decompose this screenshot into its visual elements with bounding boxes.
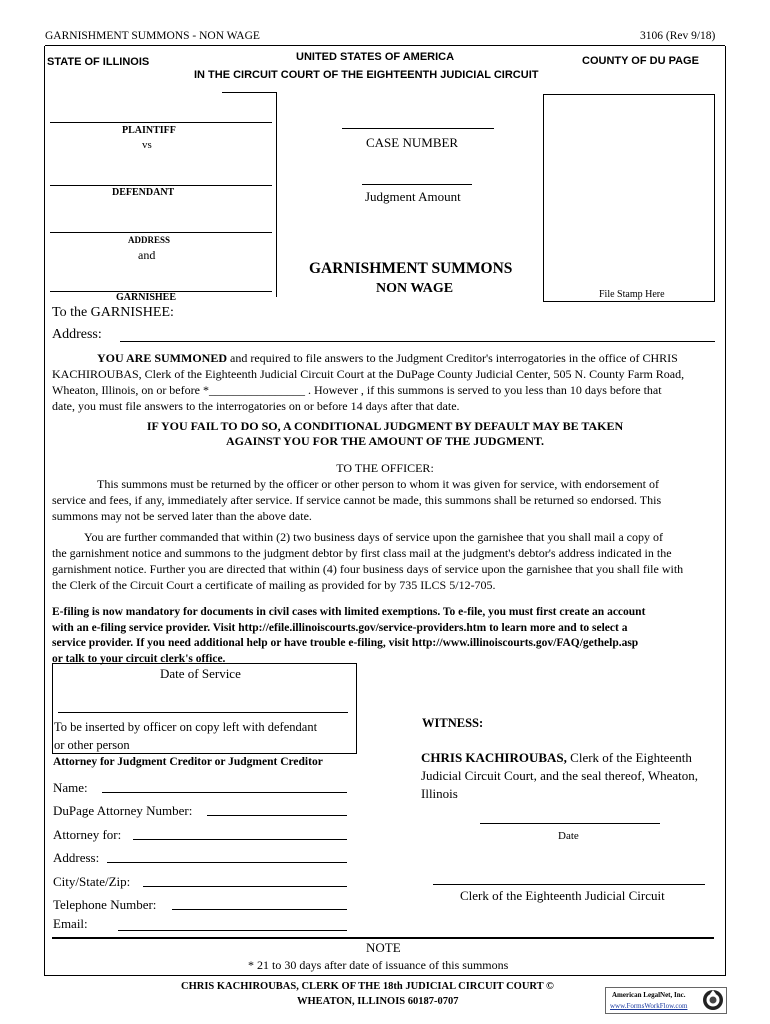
- email-label: Email:: [53, 916, 88, 931]
- warning-line2: AGAINST YOU FOR THE AMOUNT OF THE JUDGMENT.: [225, 434, 545, 448]
- officer-p1-l3: summons may not be served later than the above date.: [52, 509, 312, 523]
- attorney-heading: Attorney for Judgment Creditor or Judgment Creditor: [53, 756, 323, 768]
- case-number-label: CASE NUMBER: [366, 135, 459, 150]
- efiling-l1: E-filing is now mandatory for documents in civil cases with limited exemptions. To e-file, you must first create an account: [52, 606, 646, 618]
- summons-line3: Wheaton, Illinois, on or before *________________ . However , if this summons is served to you less than 10 days before that: [52, 383, 662, 397]
- efiling-l2: with an e-filing service provider. Visit http://efile.illinoiscourts.gov/service-providers.htm to learn more and to select a: [52, 621, 628, 634]
- judgment-amount-label: Judgment Amount: [365, 189, 461, 204]
- garnishee-label: GARNISHEE: [116, 292, 177, 303]
- efiling-l3: service provider. If you need additional help or have trouble e-filing, visit http://www.illinoiscourts.gov/FAQ/gethelp.asp: [52, 637, 639, 649]
- to-garnishee-label: To the GARNISHEE:: [52, 305, 174, 320]
- clerk-label: Clerk of the Eighteenth Judicial Circuit: [460, 888, 665, 903]
- file-stamp-label: File Stamp Here: [599, 289, 665, 300]
- officer-p1-l1: This summons must be returned by the officer or other person to whom it was given for service, with endorsement of: [97, 477, 659, 491]
- dupage-number-label: DuPage Attorney Number:: [53, 803, 193, 818]
- summons-title: GARNISHMENT SUMMONS: [309, 260, 513, 277]
- witness-text-l1: Clerk of the Eighteenth: [566, 750, 692, 765]
- footer-line2: WHEATON, ILLINOIS 60187-0707: [297, 996, 459, 1007]
- witness-date-label: Date: [558, 830, 579, 842]
- witness-label: WITNESS:: [422, 716, 484, 730]
- service-box-title: Date of Service: [160, 666, 241, 681]
- plaintiff-label: PLAINTIFF: [122, 125, 176, 136]
- witness-name: CHRIS KACHIROUBAS,: [421, 750, 567, 765]
- officer-heading: TO THE OFFICER:: [336, 461, 434, 475]
- vendor-url[interactable]: www.FormsWorkFlow.com: [610, 1002, 688, 1010]
- witness-text-l2: Judicial Circuit Court, and the seal thereof, Wheaton,: [421, 768, 699, 783]
- address-label: ADDRESS: [128, 235, 171, 245]
- country-label: UNITED STATES OF AMERICA: [296, 51, 455, 63]
- defendant-label: DEFENDANT: [112, 187, 175, 198]
- summons-subtitle: NON WAGE: [376, 281, 454, 296]
- footer-line1: CHRIS KACHIROUBAS, CLERK OF THE 18th JUDICIAL CIRCUIT COURT ©: [181, 981, 554, 992]
- attorney-name-label: Name:: [53, 780, 88, 795]
- county-label: COUNTY OF DU PAGE: [582, 55, 699, 67]
- witness-text-l3: Illinois: [421, 786, 458, 801]
- garnishee-address-label: Address:: [52, 327, 102, 342]
- form-title: GARNISHMENT SUMMONS - NON WAGE: [45, 30, 260, 42]
- form-number: 3106 (Rev 9/18): [640, 30, 716, 42]
- state-label: STATE OF ILLINOIS: [47, 56, 150, 68]
- and-label: and: [138, 248, 156, 262]
- note-text: * 21 to 30 days after date of issuance of this summons: [248, 958, 509, 972]
- officer-p2-l3: garnishment notice. Further you are directed that within (4) four business days of service upon the garnishee that you shall file with: [52, 562, 684, 576]
- attorney-address-label: Address:: [53, 850, 100, 865]
- vendor-logo-icon: [702, 988, 724, 1012]
- attorney-for-label: Attorney for:: [53, 827, 122, 842]
- summons-line1: and required to file answers to the Judgment Creditor's interrogatories in the office of CHRIS: [227, 351, 678, 365]
- vendor-name: American LegalNet, Inc.: [612, 991, 686, 999]
- warning-line1: IF YOU FAIL TO DO SO, A CONDITIONAL JUDGMENT BY DEFAULT MAY BE TAKEN: [146, 419, 624, 433]
- page-frame: [44, 46, 726, 976]
- telephone-label: Telephone Number:: [53, 897, 157, 912]
- court-label: IN THE CIRCUIT COURT OF THE EIGHTEENTH JUDICIAL CIRCUIT: [194, 69, 539, 81]
- summons-line2: KACHIROUBAS, Clerk of the Eighteenth Judicial Circuit Court at the DuPage County Judicial Center, 505 N. County Farm Road,: [52, 367, 685, 381]
- service-note-l1: To be inserted by officer on copy left with defendant: [54, 720, 318, 734]
- note-heading: NOTE: [366, 940, 401, 955]
- officer-p2-l1: You are further commanded that within (2) two business days of service upon the garnishee that you shall mail a copy of: [84, 530, 663, 544]
- summons-lead: YOU ARE SUMMONED: [97, 351, 228, 365]
- summons-line4: date, you must file answers to the interrogatories on or before 14 days after that date.: [52, 399, 460, 413]
- efiling-l4: or talk to your circuit clerk's office.: [52, 652, 226, 665]
- officer-p1-l2: service and fees, if any, immediately after service. If service cannot be made, this summons shall be returned so endorsed. This: [52, 493, 662, 507]
- vs-label: vs: [142, 139, 152, 151]
- officer-p2-l4: the Clerk of the Circuit Court a certificate of mailing as provided for by 735 ILCS 5/12-705.: [52, 578, 496, 592]
- officer-p2-l2: the garnishment notice and summons to the judgment debtor by first class mail at the judgment's debtor's address indicated in the: [52, 546, 672, 560]
- service-note-l2: or other person: [54, 738, 130, 752]
- city-label: City/State/Zip:: [53, 874, 131, 889]
